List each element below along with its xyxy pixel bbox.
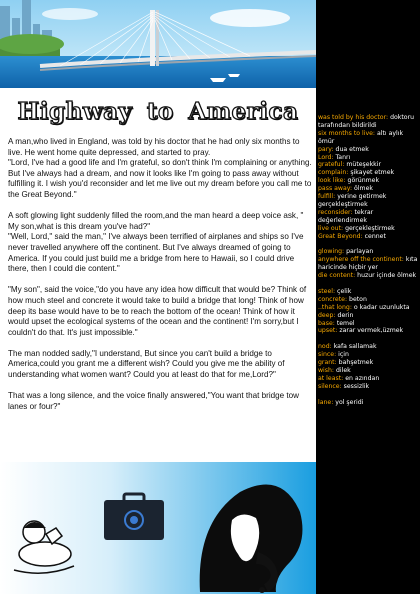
- glossary-entry: wish: dilek: [318, 366, 351, 374]
- glossary-entry: concrete: beton: [318, 295, 367, 303]
- paragraph: That was a long silence, and the voice finally answered,"You want that bridge tow lanes or four?": [8, 391, 299, 411]
- page-title: Highway to America: [17, 98, 299, 125]
- glossary-entry: since: için: [318, 351, 349, 359]
- paragraph: A soft glowing light suddenly filled the room,and the man heard a deep voice ask, " My son,what is this dream you've had?" "Well, Lord," said the man," I've always been terrified of airplanes and ships so I've never travelled anywhere off the continent. But I've always dreamed of going to America. If you could just build me a bridge from here to Hawaii, so I could drive there, then I could die content.": [8, 211, 304, 274]
- glossary-entry: reconsider: tekrar değerlendirmek: [318, 208, 374, 224]
- glossary-entry: grateful: müteşekkir: [318, 161, 382, 169]
- glossary-entry: die content: huzur içinde ölmek: [318, 272, 417, 280]
- glossary-entry: steel: çelik: [318, 287, 352, 295]
- glossary-entry: complain: şikayet etmek: [318, 169, 395, 177]
- glossary-entry: pary: dua etmek: [318, 145, 369, 153]
- paragraph: A man,who lived in England, was told by his doctor that he had only six months to live. He went home quite depressed, and started to pray. "Lord, I've had a good life and I'm grateful, so don't think I'm complaining or anything. But I've always had a dream, and now it looks like I'm going to pass away without fulfilling it. I wish you'd reconsider and let me live out my dream before you call me to the Great Beyond.": [8, 137, 312, 199]
- glossary-entry: pass away: ölmek: [318, 185, 373, 193]
- glossary-entry: nod: kafa sallamak: [318, 343, 377, 351]
- glossary-group: [318, 399, 418, 407]
- glossary-group: [318, 248, 418, 280]
- glossary-entry: deep: derin: [318, 311, 354, 319]
- glossary-entry: Great Beyond: cennet: [318, 232, 386, 240]
- glossary-entry: was told by his doctor: doktoru tarafından bildirildi: [318, 114, 415, 129]
- glossary-group: [318, 288, 418, 335]
- glossary-group: [318, 343, 418, 390]
- glossary-entry: base: temel: [318, 319, 355, 327]
- glossary-group: [318, 114, 418, 241]
- glossary-entry: anywhere off the continent: kıta haricinde hiçbir yer: [318, 256, 418, 272]
- glossary-entry: Lord: Tanrı: [318, 153, 351, 161]
- glossary-entry: upset: zarar vermek,üzmek: [318, 327, 404, 335]
- glossary-entry: silence: sessizlik: [318, 382, 370, 390]
- bottom-illustration: [0, 462, 316, 594]
- glossary-column: [316, 0, 420, 594]
- story-text: [8, 137, 312, 423]
- glossary-entry: glowing: parlayan: [318, 248, 374, 256]
- glossary-entry: lane: yol şeridi: [318, 398, 364, 406]
- glossary-entry: fulfill: yerine getirmek gerçekleştirmek: [318, 193, 387, 208]
- bridge-illustration: [0, 0, 316, 90]
- paragraph: The man nodded sadly,"I understand, But since you can't build a bridge to America,could you grant me a different wish? Could you give me the ability of understanding what women want? Could you at least do that for me,Lord?": [8, 348, 285, 380]
- glossary-entry: live out: gerçekleştirmek: [318, 224, 395, 232]
- briefcase-icon: [104, 494, 164, 540]
- glossary-entry: at least: en azından: [318, 374, 380, 382]
- glossary-entry: grant: bahşetmek: [318, 359, 374, 367]
- paragraph: "My son", said the voice,"do you have any idea how difficult that would be? Think of how much steel and concrete it would take to build a bridge that long! Think of how deep its base would have to be to reach the bottom of the ocean! Think of how it would upset the ecological systems of the ocean and the continent! I'm sorry,but I couldn't do that. It's just impossible.": [8, 285, 307, 337]
- glossary-entry: look like: görünmek: [318, 177, 380, 185]
- glossary-entry: ..that long: o kadar uzunlukta: [318, 303, 410, 311]
- glossary-entry: six months to live: altı aylık ömür: [318, 129, 404, 145]
